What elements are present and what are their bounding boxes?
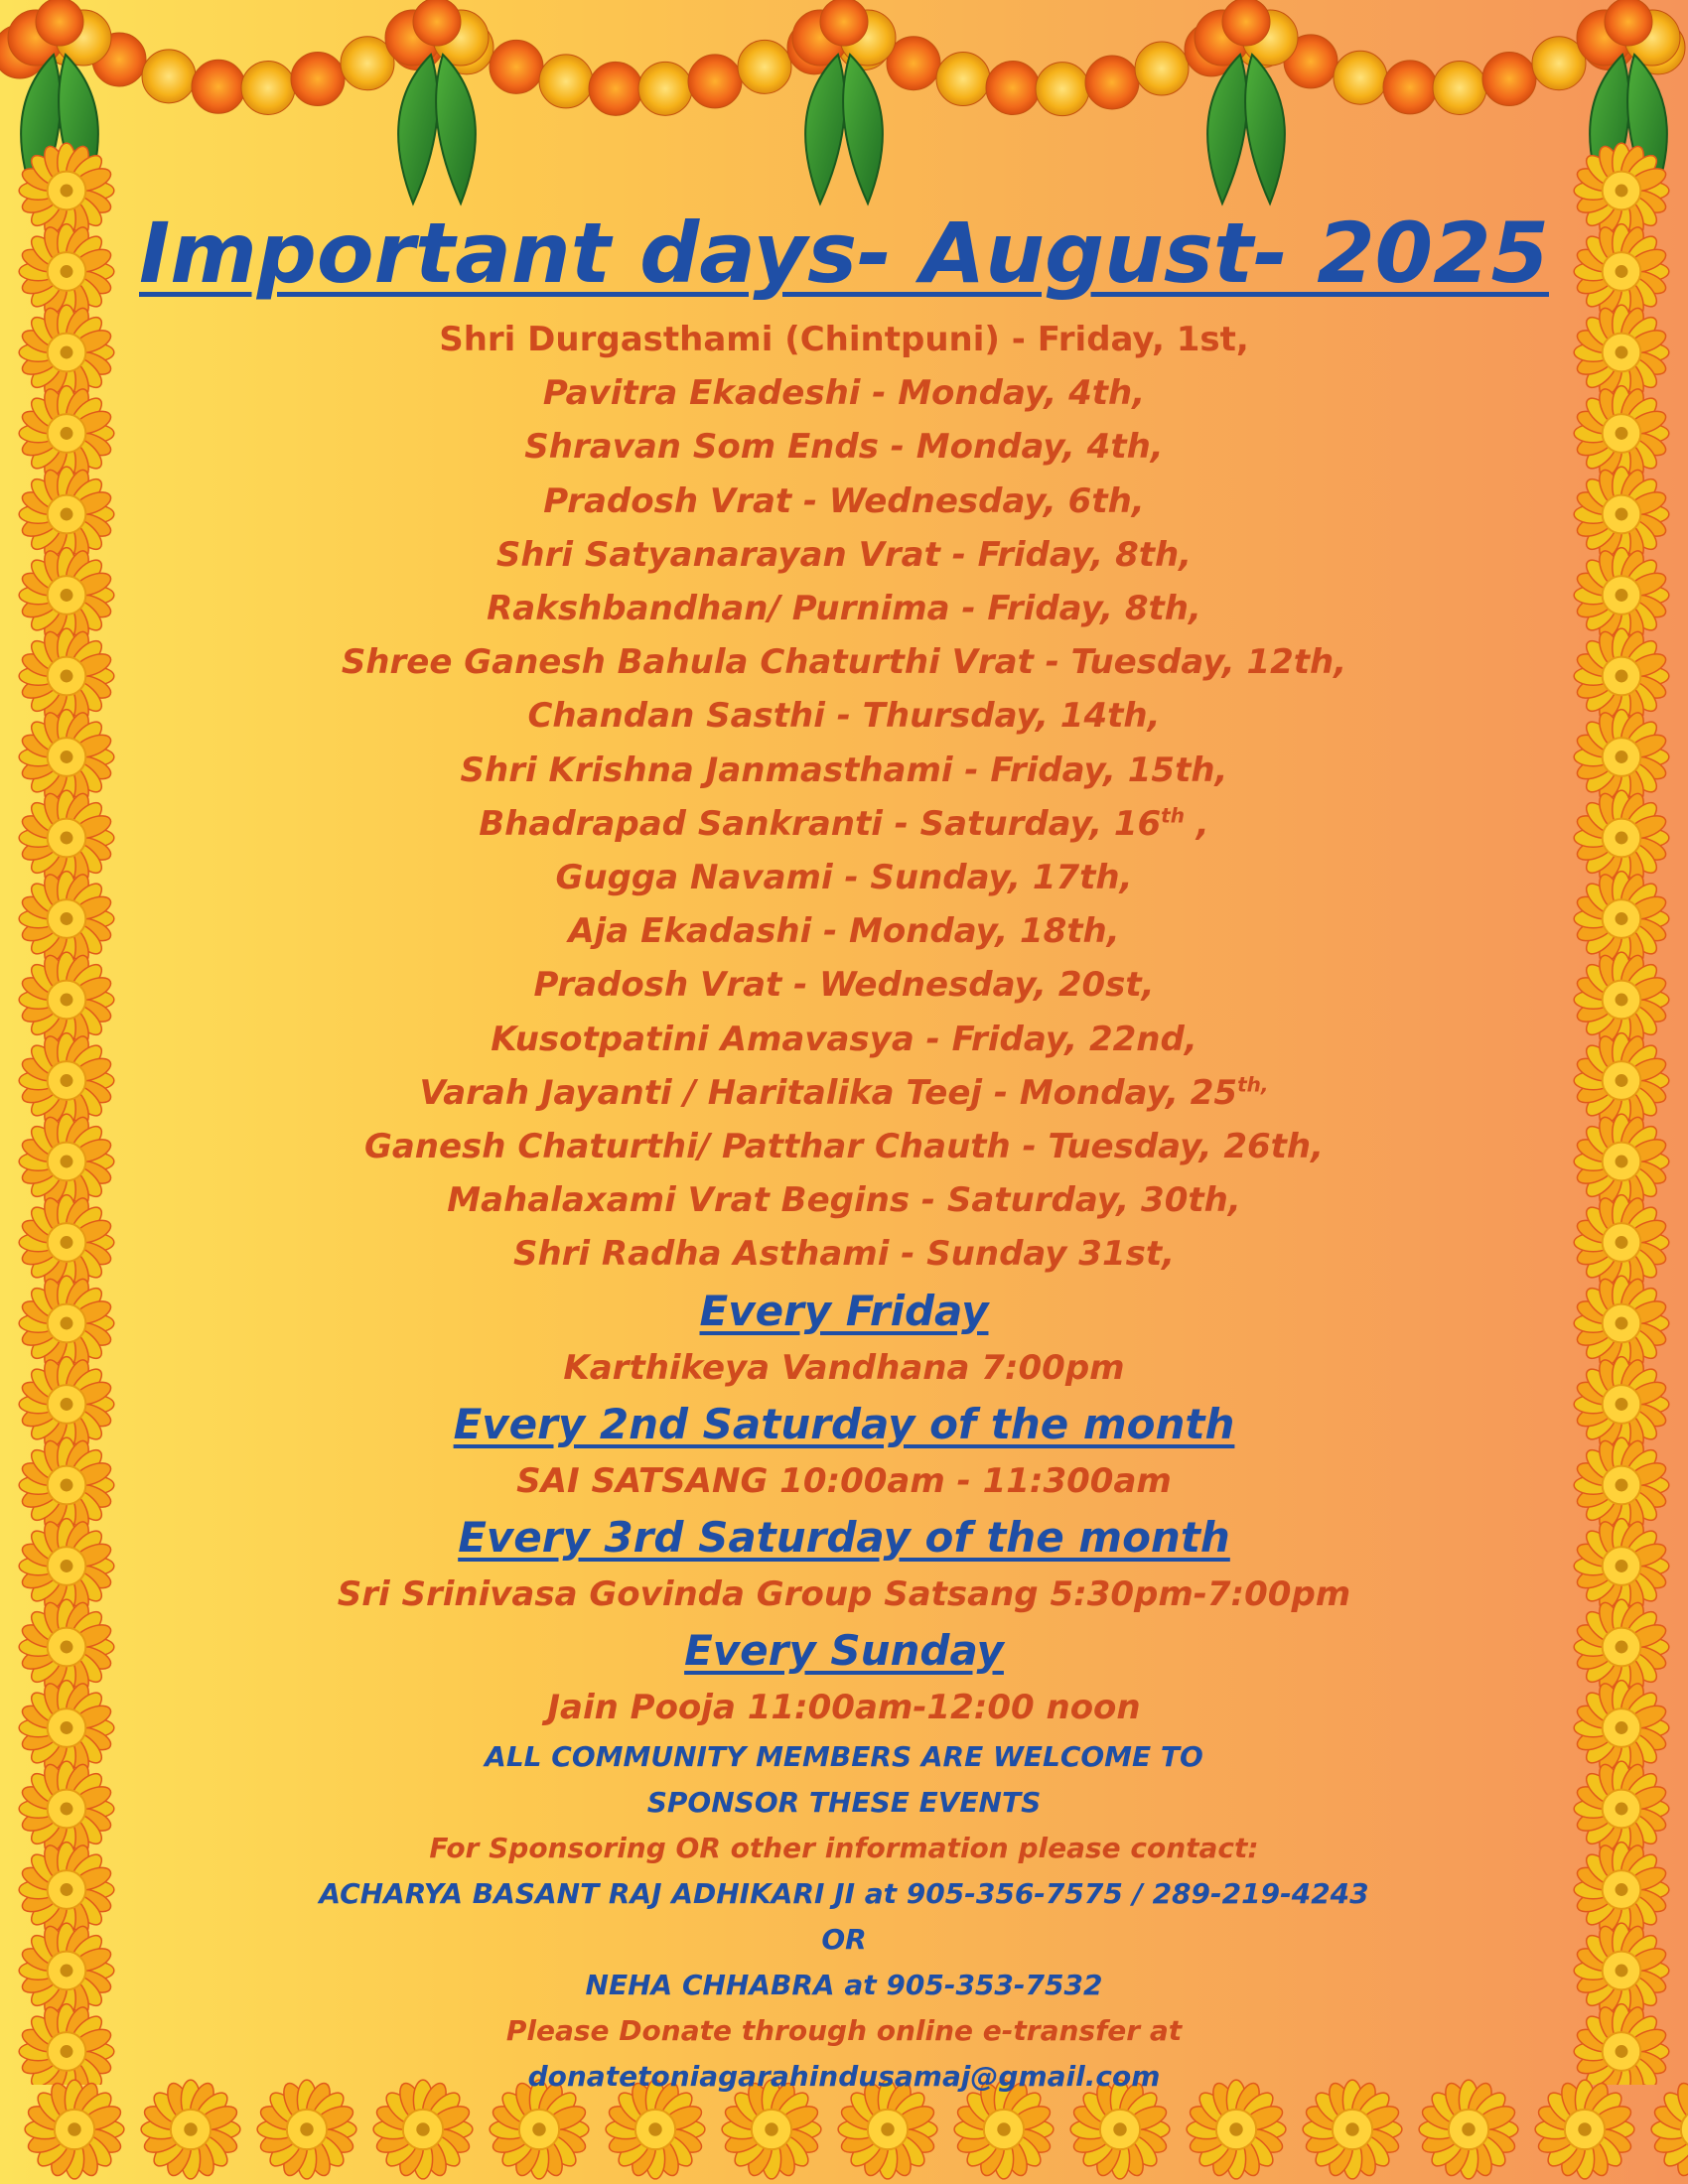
marigold-icon [36,0,83,46]
marigold-icon [192,60,245,113]
event-line [139,1066,1549,1120]
mango-leaf-icon [436,55,476,204]
event-line [139,1120,1549,1173]
marigold-garland [0,0,1688,218]
mango-leaf-icon [805,55,845,204]
marigold-icon [638,62,692,115]
marigold-icon [241,61,295,114]
event-line [139,689,1549,743]
event-text: Varah Jayanti / Haritalika Teej - Monday, 25 [419,1072,1238,1113]
event-line [139,744,1549,797]
marigold-icon [1482,52,1536,105]
contact-acharya: ACHARYA BASANT RAJ ADHIKARI JI at 905-356-7575 / 289-219-4243 [319,1876,1369,1910]
event-line [139,1013,1549,1066]
flower-icon [1574,2004,1669,2085]
section-heading-friday: Every Friday [699,1286,989,1335]
event-text: Pradosh Vrat - Wednesday, 6th, [543,480,1145,521]
flower-icon [1535,2080,1634,2179]
event-line [139,582,1549,635]
donate-email[interactable]: donatetoniagarahindusamaj@gmail.com [527,2059,1161,2093]
event-text: Shravan Som Ends - Monday, 4th, [524,427,1164,468]
marigold-icon [738,40,791,93]
event-text: Mahalaxami Vrat Begins - Saturday, 30th, [447,1180,1241,1221]
section-body-3rd-saturday: Sri Srinivasa Govinda Group Satsang 5:30pm-7:00pm [337,1573,1351,1614]
section-heading-2nd-saturday: Every 2nd Saturday of the month [453,1399,1235,1448]
recurring-sections [139,1282,1549,1734]
footer-info [139,1734,1549,2100]
event-line [139,904,1549,958]
contact-neha: NEHA CHHABRA at 905-353-7532 [585,1968,1103,2001]
marigold-icon [1383,61,1437,114]
flower-icon [25,2080,124,2179]
event-line [139,528,1549,582]
event-text: Kusotpatini Amavasya - Friday, 22nd, [491,1019,1197,1059]
contact-intro: For Sponsoring OR other information please contact: [429,1831,1259,1864]
event-text: Shri Radha Asthami - Sunday 31st, [512,1234,1176,1275]
left-flower-border [12,139,121,2085]
flower-icon [19,2004,114,2085]
marigold-icon [1222,0,1270,46]
welcome-line-1: ALL COMMUNITY MEMBERS ARE WELCOME TO [485,1739,1203,1773]
marigold-icon [986,61,1040,114]
mango-leaf-icon [398,55,438,204]
event-line [139,958,1549,1012]
event-trailing: , [1184,803,1209,844]
marigold-icon [490,40,543,93]
marigold-icon [1433,61,1486,114]
event-line [139,797,1549,851]
event-line [139,635,1549,689]
event-text: Shri Krishna Janmasthami - Friday, 15th, [460,750,1228,790]
event-line [139,475,1549,528]
section-body-friday: Karthikeya Vandhana 7:00pm [563,1347,1125,1388]
event-ordinal-suffix: th, [1237,1072,1269,1097]
event-text: Aja Ekadashi - Monday, 18th, [568,911,1120,952]
marigold-icon [936,52,990,105]
flower-icon [1651,2080,1688,2179]
contact-or: OR [821,1922,867,1956]
event-text: Ganesh Chaturthi/ Patthar Chauth - Tuesday, 26th, [363,1127,1325,1167]
marigold-icon [539,55,593,108]
marigold-icon [142,50,196,103]
event-text: Shri Satyanarayan Vrat - Friday, 8th, [495,534,1193,575]
right-flower-border [1567,139,1676,2085]
marigold-icon [1036,63,1089,116]
event-ordinal-suffix: th [1161,803,1185,828]
event-line [139,851,1549,904]
event-text: Chandan Sasthi - Thursday, 14th, [527,696,1161,737]
section-body-2nd-saturday: SAI SATSANG 10:00am - 11:300am [516,1460,1172,1501]
marigold-icon [1605,0,1652,46]
marigold-icon [1135,42,1189,95]
marigold-icon [589,62,642,115]
event-text: Pradosh Vrat - Wednesday, 20st, [533,965,1155,1006]
event-list [139,313,1549,1282]
event-text: Gugga Navami - Sunday, 17th, [555,858,1133,898]
event-text: Bhadrapad Sankranti - Saturday, 16 [479,803,1162,844]
event-text: Shri Durgasthami (Chintpuni) - Friday, 1st, [439,320,1249,359]
event-text: Rakshbandhan/ Purnima - Friday, 8th, [487,589,1201,629]
donate-note: Please Donate through online e-transfer at [505,2013,1183,2047]
marigold-icon [688,55,742,108]
section-heading-3rd-saturday: Every 3rd Saturday of the month [458,1512,1230,1562]
event-line [139,366,1549,420]
poster-content [139,204,1549,2100]
welcome-line-2: SPONSOR THESE EVENTS [646,1785,1042,1819]
page-title: Important days- August- 2025 [139,205,1549,302]
mango-leaf-icon [1207,55,1247,204]
marigold-icon [820,0,868,46]
marigold-icon [1085,56,1139,109]
marigold-icon [413,0,461,46]
event-text: Shree Ganesh Bahula Chaturthi Vrat - Tuesday, 12th, [341,642,1347,683]
mango-leaf-icon [1245,55,1285,204]
event-line [139,1173,1549,1227]
section-heading-sunday: Every Sunday [684,1625,1004,1675]
section-body-sunday: Jain Pooja 11:00am-12:00 noon [547,1687,1141,1727]
event-line [139,420,1549,474]
marigold-icon [1334,51,1387,104]
event-text: Pavitra Ekadeshi - Monday, 4th, [542,373,1146,414]
event-line [139,313,1549,366]
mango-leaf-icon [843,55,883,204]
marigold-icon [291,52,345,105]
event-line [139,1227,1549,1281]
